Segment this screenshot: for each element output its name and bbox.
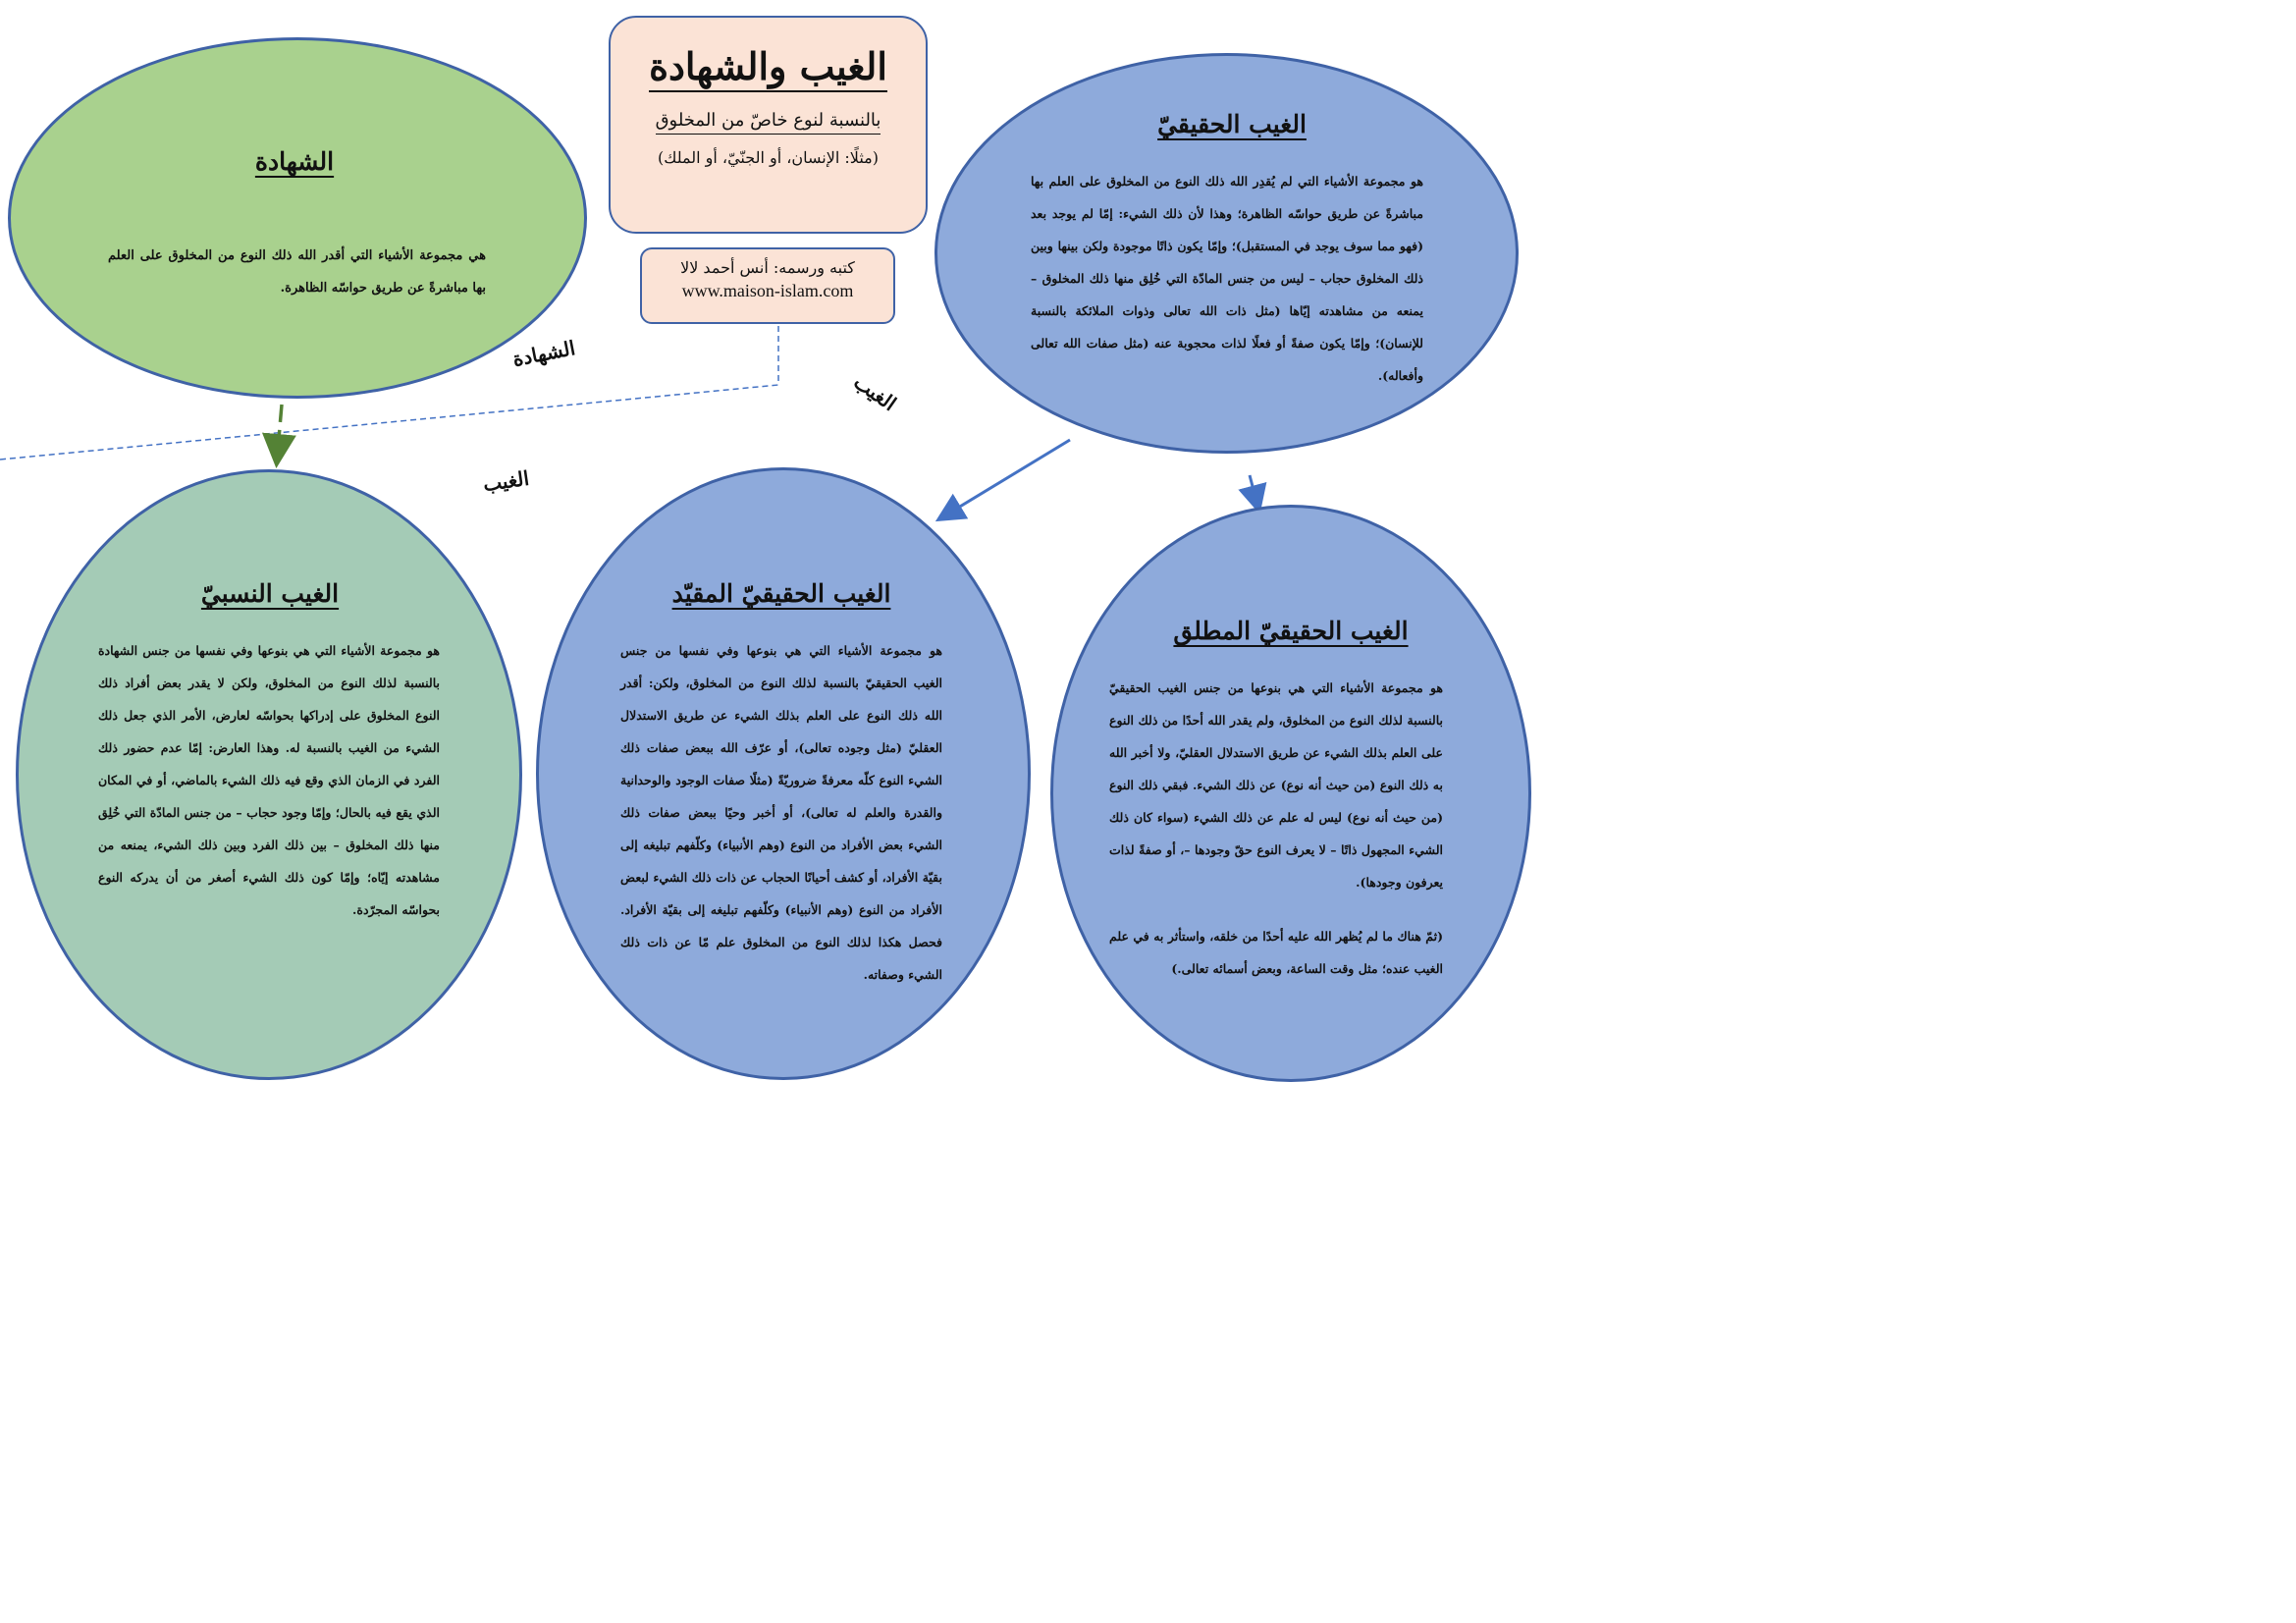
- main-title-box: [609, 16, 928, 234]
- haqiqi-title: الغيب الحقيقيّ: [1157, 110, 1307, 138]
- mutlaq-title: الغيب الحقيقيّ المطلق: [1173, 617, 1409, 645]
- mutlaq-text-block: [1109, 672, 1443, 985]
- author-website: www.maison-islam.com: [681, 281, 854, 300]
- main-subtitle: بالنسبة لنوع خاصّ من المخلوق: [656, 110, 881, 135]
- muqayyad-text: هو مجموعة الأشياء التي هي بنوعها وفي نفسها من جنس الغيب الحقيقيّ بالنسبة لذلك النوع من المخلوق، ولكن: أقدر الله ذلك النوع على العلم بذلك الشيء عن طريق الاستدلال العقليّ (مثل وجوده تعالى)، أو عرّف الله ببعض صفات ذلك الشيء النوع كلّه معرفةً ضروريّةً (مثلًا صفات الوجود والوحدانية والقدرة والعلم له تعالى)، أو أخبر وحيًا ببعض صفات ذلك الشيء بعض الأفراد من النوع (وهم الأنبياء) وكلّفهم تبليغه إلى بقيّة الأفراد، أو كشف أحيانًا الحجاب عن ذات ذلك الشيء لبعض الأفراد من النوع (وهم الأنبياء) وكلّفهم تبليغه إلى بقيّة الأفراد. فحصل هكذا لذلك النوع من المخلوق علم مّا عن ذات ذلك الشيء وصفاته.: [620, 643, 942, 982]
- muqayyad-title: الغيب الحقيقيّ المقيّد: [671, 579, 891, 608]
- haqiqi-text: هو مجموعة الأشياء التي لم يُقدِر الله ذلك النوع من المخلوق على العلم بها مباشرةً عن طريق حواسّه الظاهرة؛ وهذا لأن ذلك الشيء: إمّا لم يوجد بعد (فهو مما سوف يوجد في المستقبل)؛ وإمّا يكون ذاتًا موجودة ولكن بينها وبين ذلك المخلوق حجاب – ليس من جنس المادّة التي خُلِق منها ذلك المخلوق – يمنعه من مشاهدته إيّاها (مثل ذات الله تعالى وذوات الملائكة بالنسبة للإنسان)؛ وإمّا يكون صفةً أو فعلًا لذات محجوبة عنه (مثل صفات الله تعالى وأفعاله).: [1031, 174, 1423, 383]
- mutlaq-note: (ثمّ هناك ما لم يُظهر الله عليه أحدًا من خلقه، واستأثر به في علم الغيب عنده؛ مثل وقت الساعة، وبعض أسمائه تعالى.): [1109, 929, 1443, 976]
- shahada-title: الشهادة: [254, 147, 335, 176]
- arrow-to-nisbi: [277, 405, 282, 461]
- label-shahada-upper: الشهادة: [510, 336, 577, 371]
- main-examples: (مثلًا: الإنسان، أو الجنّيّ، أو الملك): [657, 148, 879, 167]
- main-title: الغيب والشهادة: [649, 43, 887, 92]
- nisbi-title: الغيب النسبيّ: [200, 579, 340, 608]
- label-ghayb-lower: الغيب: [481, 465, 531, 497]
- shahada-ellipse: [8, 37, 587, 399]
- mutlaq-text: هو مجموعة الأشياء التي هي بنوعها من جنس الغيب الحقيقيّ بالنسبة لذلك النوع من المخلوق، ولم يقدر الله أحدًا من ذلك النوع على العلم بذلك الشيء عن طريق الاستدلال العقليّ، ولا أخبر الله به ذلك النوع (من حيث أنه نوع) عن ذلك الشيء. فبقي ذلك النوع (من حيث أنه نوع) ليس له علم عن ذلك الشيء (سواء كان ذلك الشيء المجهول ذاتًا – لا يعرف النوع حقّ وجودها –، أو صفةً لذات يعرفون وجودها).: [1109, 680, 1443, 890]
- arrow-to-muqayyad: [940, 440, 1070, 518]
- nisbi-text: هو مجموعة الأشياء التي هي بنوعها وفي نفسها من جنس الشهادة بالنسبة لذلك النوع من المخلوق، ولكن لا يقدر بعض أفراد ذلك النوع المخلوق على إدراكها بحواسّه لعارض، الأمر الذي جعل ذلك الشيء من الغيب بالنسبة له. وهذا العارض: إمّا عدم حضور ذلك الفرد في الزمان الذي وقع فيه ذلك الشيء بالماضي، أو في المكان الذي يقع فيه بالحال؛ وإمّا وجود حجاب – من جنس المادّة التي خُلِق منها ذلك المخلوق – بين ذلك الفرد وبين ذلك الشيء، يمنعه من مشاهدته إيّاه؛ وإمّا كون ذلك الشيء أصغر من أن يدركه النوع بحواسّه المجرّدة.: [98, 643, 440, 917]
- label-ghayb-upper: الغيب: [849, 369, 901, 416]
- arrow-to-mutlaq: [1250, 475, 1258, 509]
- author-box: [640, 247, 895, 324]
- author-credit: كتبه ورسمه: أنس أحمد لالا: [680, 258, 855, 277]
- shahada-text: هي مجموعة الأشياء التي أقدر الله ذلك النوع من المخلوق على العلم بها مباشرةً عن طريق حواسّه الظاهرة.: [108, 248, 486, 296]
- dashed-divider-line: [0, 385, 778, 460]
